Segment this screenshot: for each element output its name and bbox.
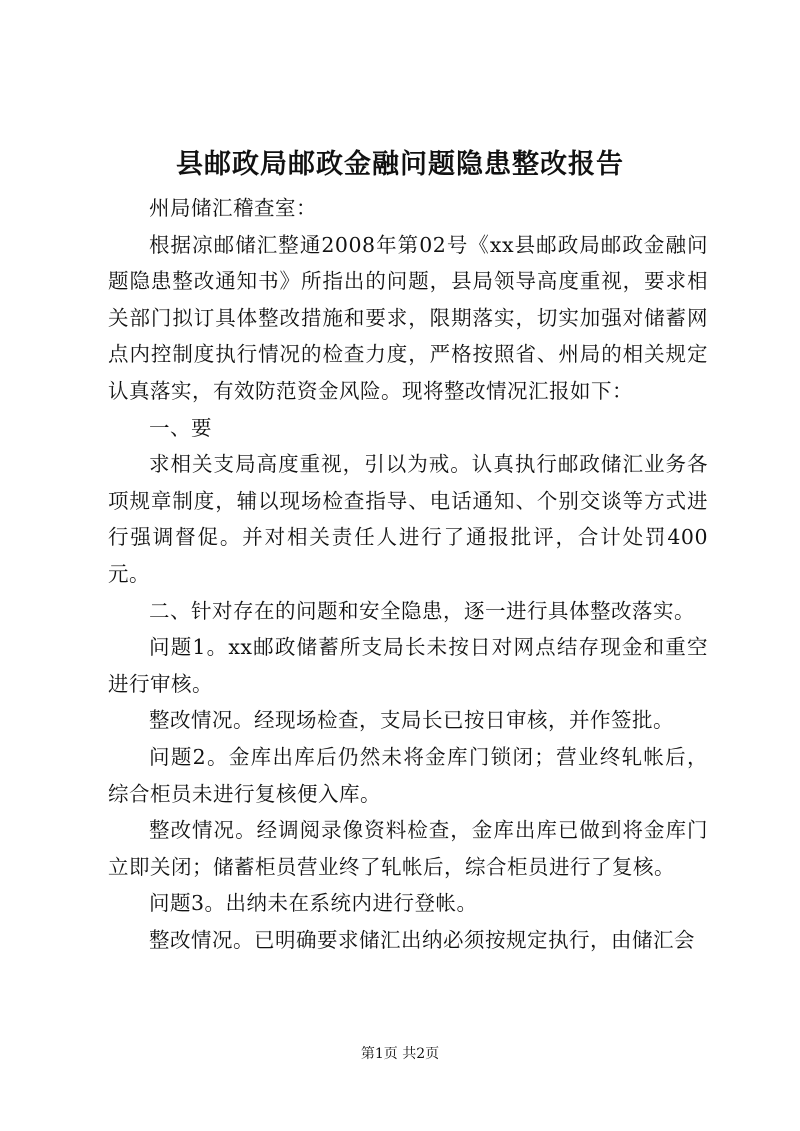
paragraph: 二、针对存在的问题和安全隐患，逐一进行具体整改落实。 xyxy=(149,598,695,623)
paragraph: 问题2。金库出库后仍然未将金库门锁闭；营业终轧帐后，综合柜员未进行复核便入库。 xyxy=(108,744,708,806)
paragraph: 整改情况。经现场检查，支局长已按日审核，并作签批。 xyxy=(149,708,674,733)
paragraph: 求相关支局高度重视，引以为戒。认真执行邮政储汇业务各项规章制度，辅以现场检查指导、电话通知、个别交谈等方式进行强调督促。并对相关责任人进行了通报批评，合计处罚400元。 xyxy=(108,452,708,586)
document-title: 县邮政局邮政金融问题隐患整改报告 xyxy=(176,149,624,180)
paragraph: 一、要 xyxy=(149,415,212,440)
paragraph: 问题3。出纳未在系统内进行登帐。 xyxy=(149,891,478,916)
paragraph: 根据凉邮储汇整通2008年第02号《xx县邮政局邮政金融问题隐患整改通知书》所指出的问题，县局领导高度重视，要求相关部门拟订具体整改措施和要求，限期落实，切实加强对储蓄网点内控制度执行情况的检查力度，严格按照省、州局的相关规定认真落实，有效防范资金风险。现将整改情况汇报如下： xyxy=(108,232,708,403)
document-body xyxy=(108,190,708,958)
page-footer: 第1页 共2页 xyxy=(360,1046,440,1062)
paragraph: 整改情况。已明确要求储汇出纳必须按规定执行，由储汇会 xyxy=(149,927,695,952)
paragraph: 州局储汇稽查室： xyxy=(149,196,317,220)
paragraph: 问题1。xx邮政储蓄所支局长未按日对网点结存现金和重空进行审核。 xyxy=(108,635,708,696)
paragraph: 整改情况。经调阅录像资料检查，金库出库已做到将金库门立即关闭；储蓄柜员营业终了轧帐后，综合柜员进行了复核。 xyxy=(108,818,708,879)
